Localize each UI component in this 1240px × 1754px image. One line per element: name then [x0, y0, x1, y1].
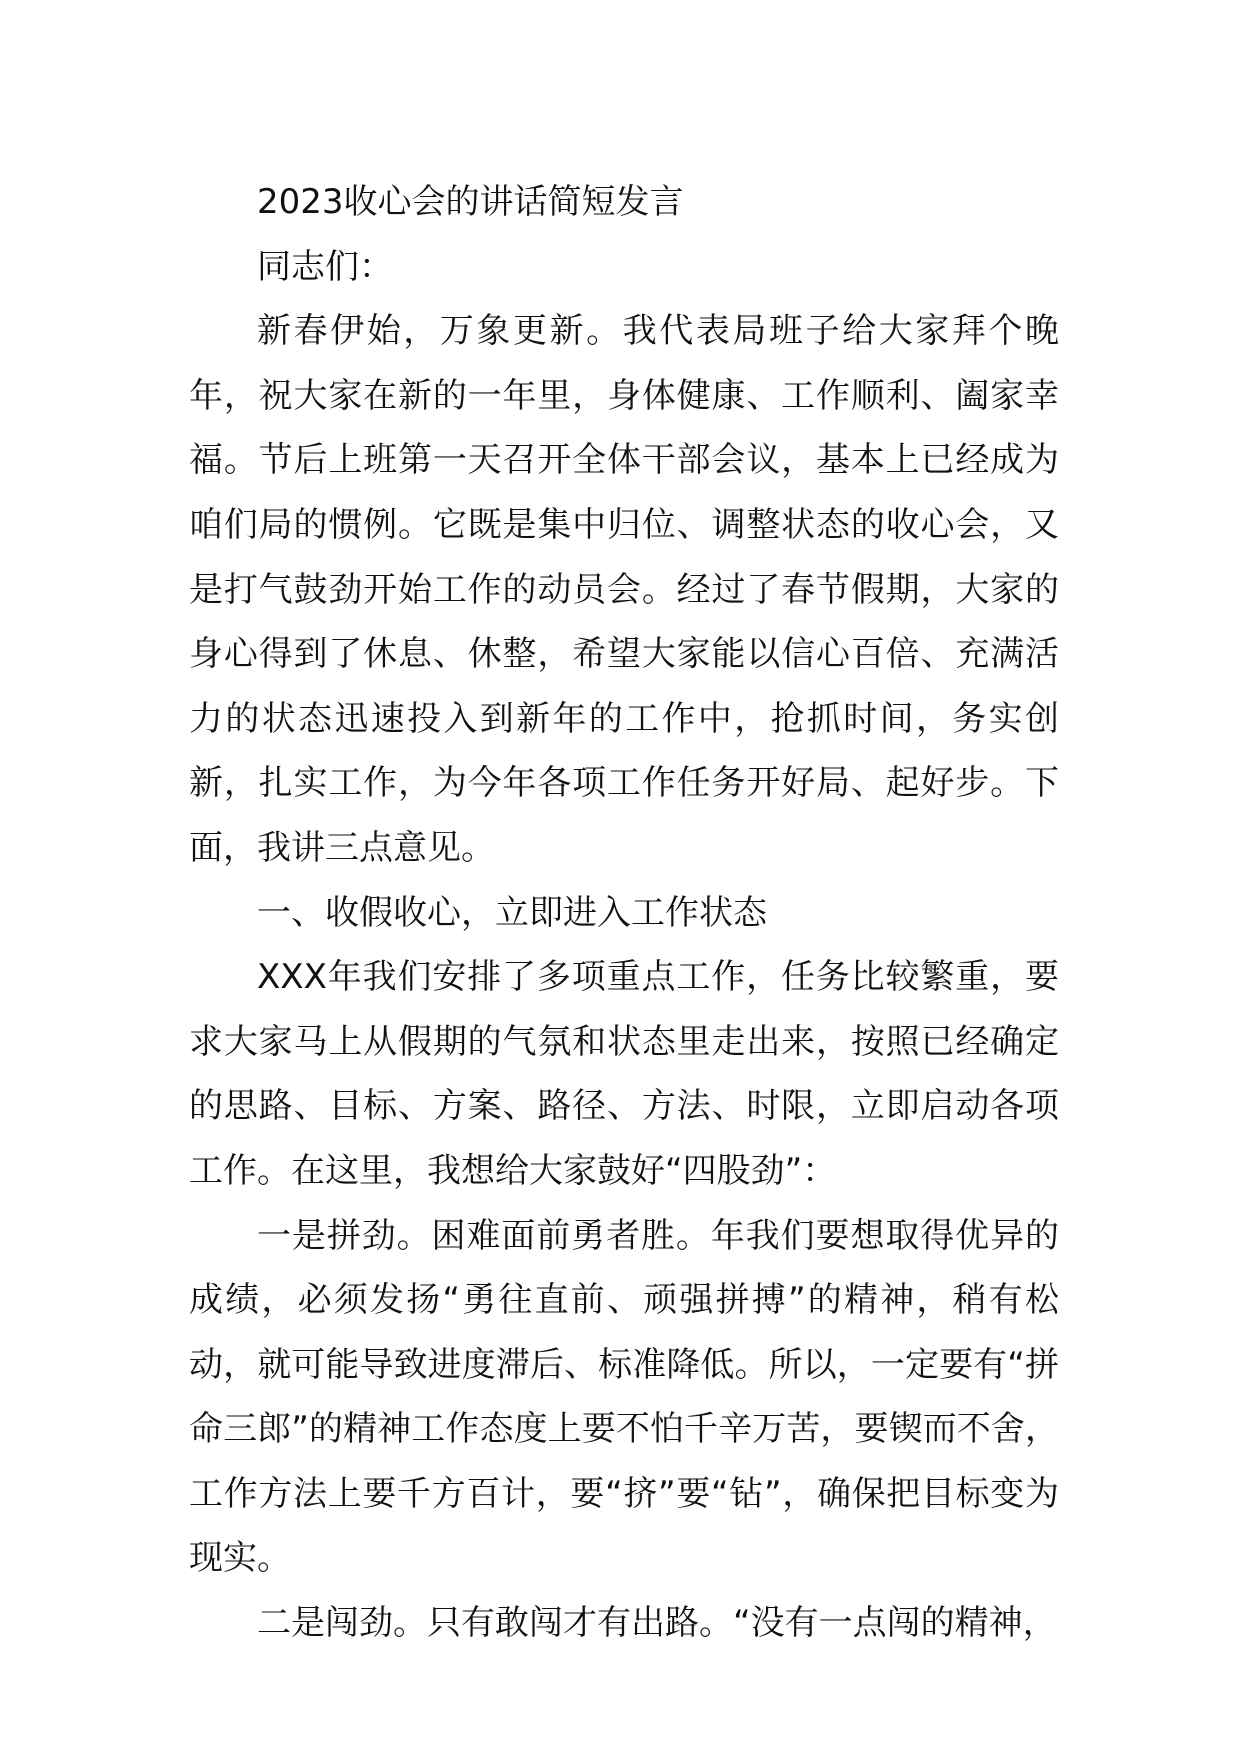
- document-title: 2023收心会的讲话简短发言: [257, 182, 684, 222]
- paragraph-effort-two: 二是闯劲。只有敢闯才有出路。“没有一点闯的精神，: [257, 1603, 1057, 1644]
- section-heading-one: 一、收假收心，立即进入工作状态: [257, 892, 767, 933]
- paragraph-effort-one: 一是拼劲。困难面前勇者胜。年我们要想取得优异的成绩，必须发扬“勇往直前、顽强拼搏”的精神，稍有松动，就可能导致进度滞后、标准降低。所以，一定要有“拼命三郎”的精神工作态度上要不怕千辛万苦，要锲而不舍，工作方法上要千方百计，要“挤”要“钻”，确保把目标变为现实。: [189, 1215, 1059, 1579]
- paragraph-opening: 新春伊始，万象更新。我代表局班子给大家拜个晚年，祝大家在新的一年里，身体健康、工作顺利、阖家幸福。节后上班第一天召开全体干部会议，基本上已经成为咱们局的惯例。它既是集中归位、调整状态的收心会，又是打气鼓劲开始工作的动员会。经过了春节假期，大家的身心得到了休息、休整，希望大家能以信心百倍、充满活力的状态迅速投入到新年的工作中，抢抓时间，务实创新，扎实工作，为今年各项工作任务开好局、起好步。下面，我讲三点意见。: [189, 311, 1059, 868]
- document-body: [189, 170, 1059, 1656]
- paragraph-four-efforts-intro: XXX年我们安排了多项重点工作，任务比较繁重，要求大家马上从假期的气氛和状态里走出来，按照已经确定的思路、目标、方案、路径、方法、时限，立即启动各项工作。在这里，我想给大家鼓好“四股劲”：: [189, 957, 1059, 1191]
- salutation: 同志们：: [257, 246, 393, 287]
